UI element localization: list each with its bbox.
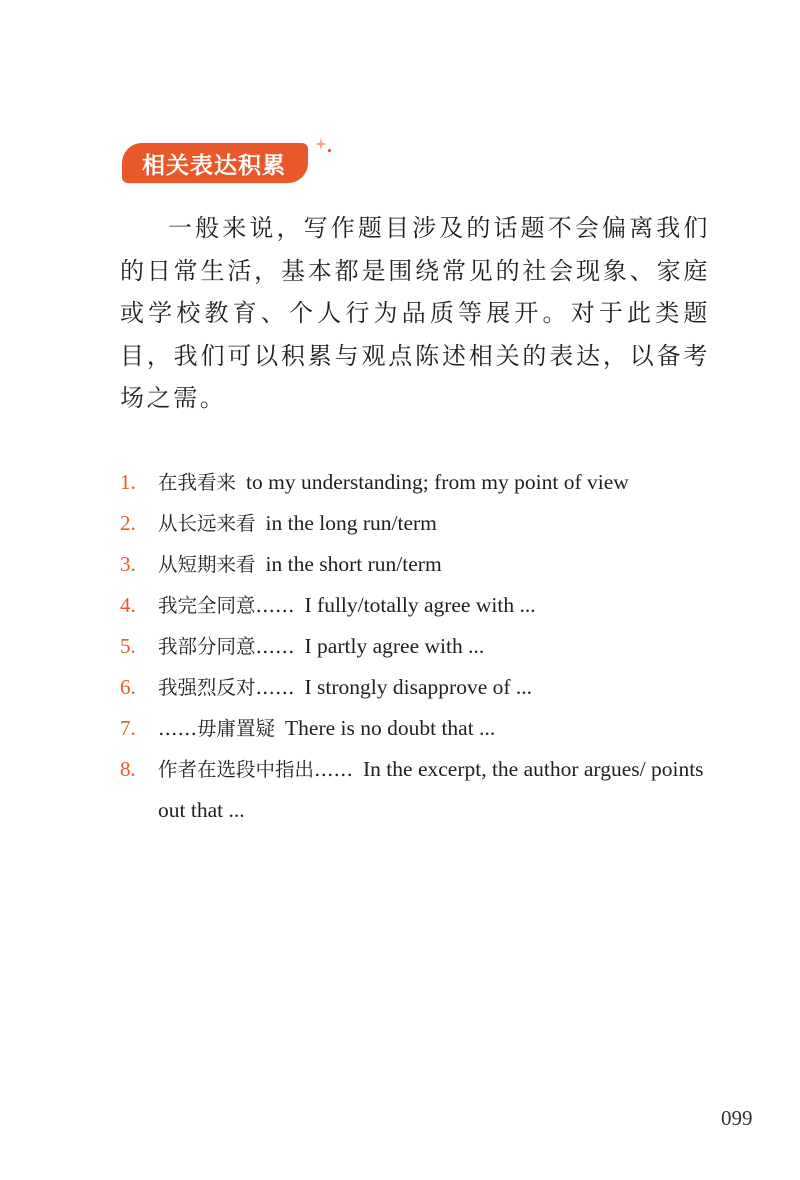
list-item [120,626,720,667]
intro-paragraph: 一般来说，写作题目涉及的话题不会偏离我们的日常生活，基本都是围绕常见的社会现象、家庭或学校教育、个人行为品质等展开。对于此类题目，我们可以积累与观点陈述相关的表达，以备考场之需。 [120,214,710,412]
item-english: I partly agree with ... [304,634,485,658]
item-chinese: 我部分同意…… [158,635,295,658]
expression-list [120,462,720,830]
item-english: in the short run/term [265,552,442,576]
item-body [158,462,720,503]
item-chinese: 我强烈反对…… [158,676,295,699]
item-body [158,749,720,830]
item-number: 8. [120,757,136,781]
list-item [120,708,720,749]
list-item [120,503,720,544]
item-chinese: 从长远来看 [158,512,256,535]
item-chinese: 作者在选段中指出…… [158,758,354,781]
list-item [120,462,720,503]
item-english: In the excerpt, the author argues/ points out that ... [158,757,704,822]
item-number: 6. [120,675,136,699]
item-body [158,708,720,749]
section-header-badge [122,143,308,183]
item-number: 2. [120,511,136,535]
list-item [120,585,720,626]
item-number: 5. [120,634,136,658]
list-item [120,749,720,830]
item-number: 7. [120,716,136,740]
item-number: 4. [120,593,136,617]
item-chinese: 在我看来 [158,471,237,494]
section-title: 相关表达积累 [142,151,286,179]
page-number: 099 [721,1106,753,1130]
item-number: 1. [120,470,136,494]
item-chinese: 从短期来看 [158,553,256,576]
item-english: to my understanding; from my point of view [246,470,629,494]
item-chinese: 我完全同意…… [158,594,295,617]
item-english: I fully/totally agree with ... [304,593,536,617]
item-body [158,626,720,667]
item-body [158,667,720,708]
list-item [120,667,720,708]
item-number: 3. [120,552,136,576]
item-body [158,544,720,585]
list-item [120,544,720,585]
item-body [158,503,720,544]
item-english: There is no doubt that ... [285,716,496,740]
item-english: I strongly disapprove of ... [304,675,533,699]
item-chinese: ……毋庸置疑 [158,717,276,740]
sparkle-icon [314,137,334,157]
item-english: in the long run/term [265,511,437,535]
item-body [158,585,720,626]
